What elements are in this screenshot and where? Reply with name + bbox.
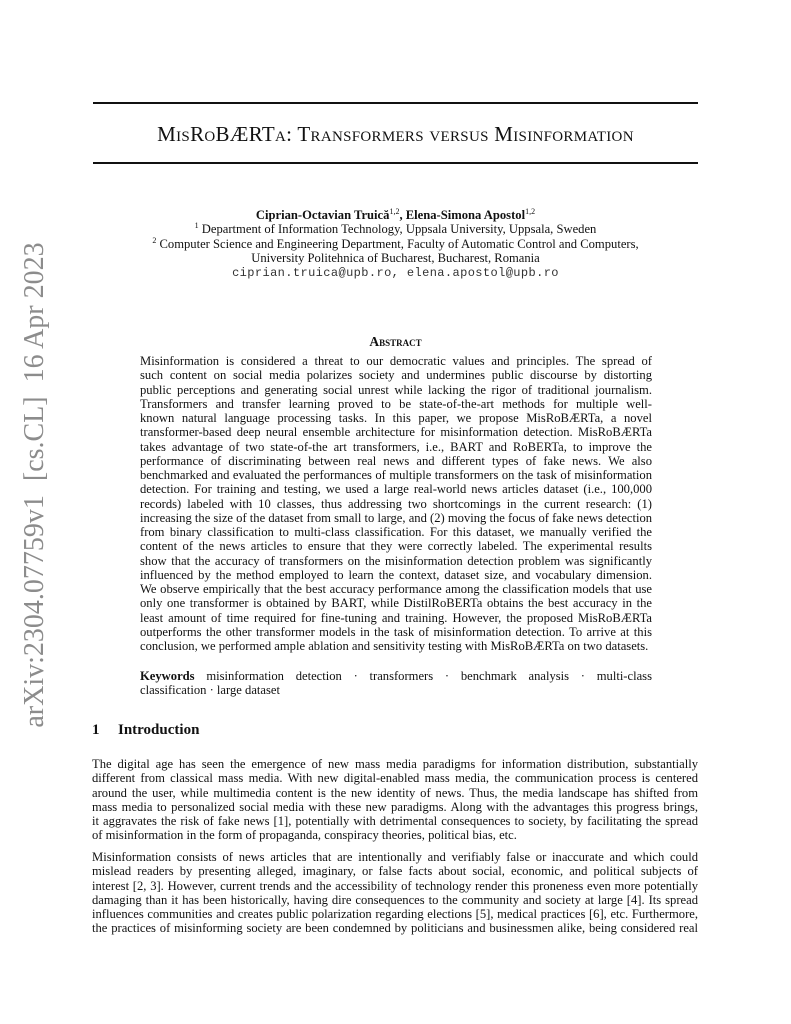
title-top-rule [93, 102, 698, 104]
text-line: mislead readers by presenting alleged, imaginary, or false facts about social, economic, and political subjects of [92, 864, 698, 879]
author-emails: ciprian.truica@upb.ro, elena.apostol@upb.ro [232, 265, 559, 280]
keywords [140, 669, 652, 698]
text-line: public perceptions and generating social unrest while lacking the rigor of traditional journalism. [140, 382, 652, 397]
text-line: mass media to personalized social media with these new paradigms. Along with the advantages this progress brings, [92, 799, 698, 814]
keywords-label: Keywords [140, 669, 195, 683]
text-line: takes advantage of two state-of-the art transformers, i.e., BART and RoBERTa, to improve the [140, 439, 652, 454]
keywords-text: misinformation detection · transformers · benchmark analysis · multi-class [206, 669, 652, 683]
text-line: influences communities and creates public polarization regarding elections [5], medical practices [6], etc. Furthermore, [92, 907, 698, 921]
affiliation-mark: 1 [194, 221, 199, 230]
text-line: least amount of time required for fine-tuning and training. However, the proposed MisRoBÆRTa [140, 610, 652, 625]
text-line: such content on social media polarizes society and undermines public discourse by distorting [140, 368, 652, 383]
affiliation-mark: 2 [152, 235, 157, 245]
author-name: Elena-Simona Apostol [405, 208, 526, 222]
text-line: different from classical mass media. With new digital-enabled mass media, the communication process is centered [92, 771, 698, 786]
keywords-line [140, 669, 652, 683]
author-affiliation-mark: 1,2 [389, 207, 400, 216]
paper-title: MisRoBÆRTa: Transformers versus Misinformation [157, 122, 634, 146]
text-line: performance of discriminating between real news and different types of fake news. We also [140, 453, 652, 468]
arxiv-identifier-stamp: arXiv:2304.07759v1 [cs.CL] 16 Apr 2023 [19, 242, 50, 728]
affiliation-line [0, 251, 791, 266]
text-line: Transformers and transfer learning proved to be state-of-the-art methods for multiple well- [140, 396, 652, 411]
affiliation-text: Department of Information Technology, Uppsala University, Uppsala, Sweden [201, 222, 597, 236]
text-line: Misinformation consists of news articles that are intentionally and verifiably false or inaccurate and which could [92, 850, 698, 864]
text-line: interest [2, 3]. However, current trends and the accessibility of technology render this proneness even more potentially [92, 878, 698, 893]
affiliation-line [0, 222, 791, 237]
text-line: increasing the size of the dataset from small to large, and (2) moving the focus of fake news detection [140, 510, 653, 525]
author-separator: , [399, 208, 406, 222]
author-name: Ciprian-Octavian Truică [255, 208, 390, 222]
text-line: outperforms the other transformer models in the task of misinformation detection. To arrive at this [140, 624, 652, 639]
text-line: influenced by the method employed to learn the context, dataset size, and vocabulary dimension. [140, 567, 652, 582]
text-line: only one transformer is obtained by BART, while DistilRoBERTa obtains the best accuracy in the [140, 596, 652, 611]
text-line: detection. For training and testing, we used a large real-world news articles dataset (i.e., 100,000 [140, 482, 652, 497]
affiliation-text: University Politehnica of Bucharest, Bucharest, Romania [251, 251, 540, 265]
section-heading-introduction [92, 722, 199, 739]
text-line: transformer-based deep neural ensemble architecture for misinformation detection. MisRoBÆRTa [140, 425, 652, 440]
author-list [0, 208, 791, 223]
text-line: it aggravates the risk of fake news [1], potentially with detrimental consequences to society, by facilitating the spread [92, 814, 698, 828]
keywords-line: classification · large dataset [140, 683, 280, 698]
text-line: content of the news articles to ensure that they were correctly labeled. The experimental results [140, 539, 652, 554]
affiliation-line [0, 237, 791, 252]
affiliation-text: Computer Science and Engineering Department, Faculty of Automatic Control and Computers, [159, 236, 639, 251]
text-line: known natural language processing tasks. In this paper, we propose MisRoBÆRTa, a novel [140, 411, 652, 425]
text-line: conclusion, we performed ample ablation and sensitivity testing with MisRoBÆRTa on two datasets. [140, 639, 649, 653]
text-line: show that the accuracy of transformers on the misinformation detection problem was significantly [140, 553, 652, 568]
abstract-body [140, 354, 652, 653]
intro-paragraph [92, 757, 698, 843]
text-line: We observe empirically that the best accuracy performance among the classification models that use [140, 582, 652, 596]
intro-paragraph [92, 850, 698, 936]
text-line: records) labeled with 10 classes, thus addressing two shortcomings in the current research: (1) [140, 496, 652, 511]
title-bottom-rule [93, 162, 698, 164]
text-line: around the user, while multimedia content is the new identity of news. Thus, the media landscape has shifted from [92, 785, 698, 800]
text-line: from binary classification to multi-class classification. For this dataset, we manually verified the [140, 525, 652, 539]
text-line: Misinformation is considered a threat to our democratic values and principles. The spread of [140, 354, 652, 368]
text-line: benchmarked and evaluated the performances of multiple transformers on the task of misinformation [140, 468, 652, 482]
text-line: The digital age has seen the emergence of new mass media paradigms for information distribution, substantially [92, 757, 698, 771]
text-line: the practices of misinforming society are been condemned by politicians and businessmen alike, being considered real [92, 921, 698, 936]
section-title: Introduction [118, 722, 200, 738]
author-affiliation-mark: 1,2 [525, 207, 536, 216]
text-line: damaging than it has been historically, having dire consequences to the community and society at large [4]. Its spread [92, 892, 698, 907]
section-number: 1 [92, 722, 100, 738]
abstract-heading: Abstract [369, 334, 422, 349]
affiliations [0, 222, 791, 280]
text-line: of misinformation in the form of propaganda, conspiracy theories, political bias, etc. [92, 828, 517, 843]
